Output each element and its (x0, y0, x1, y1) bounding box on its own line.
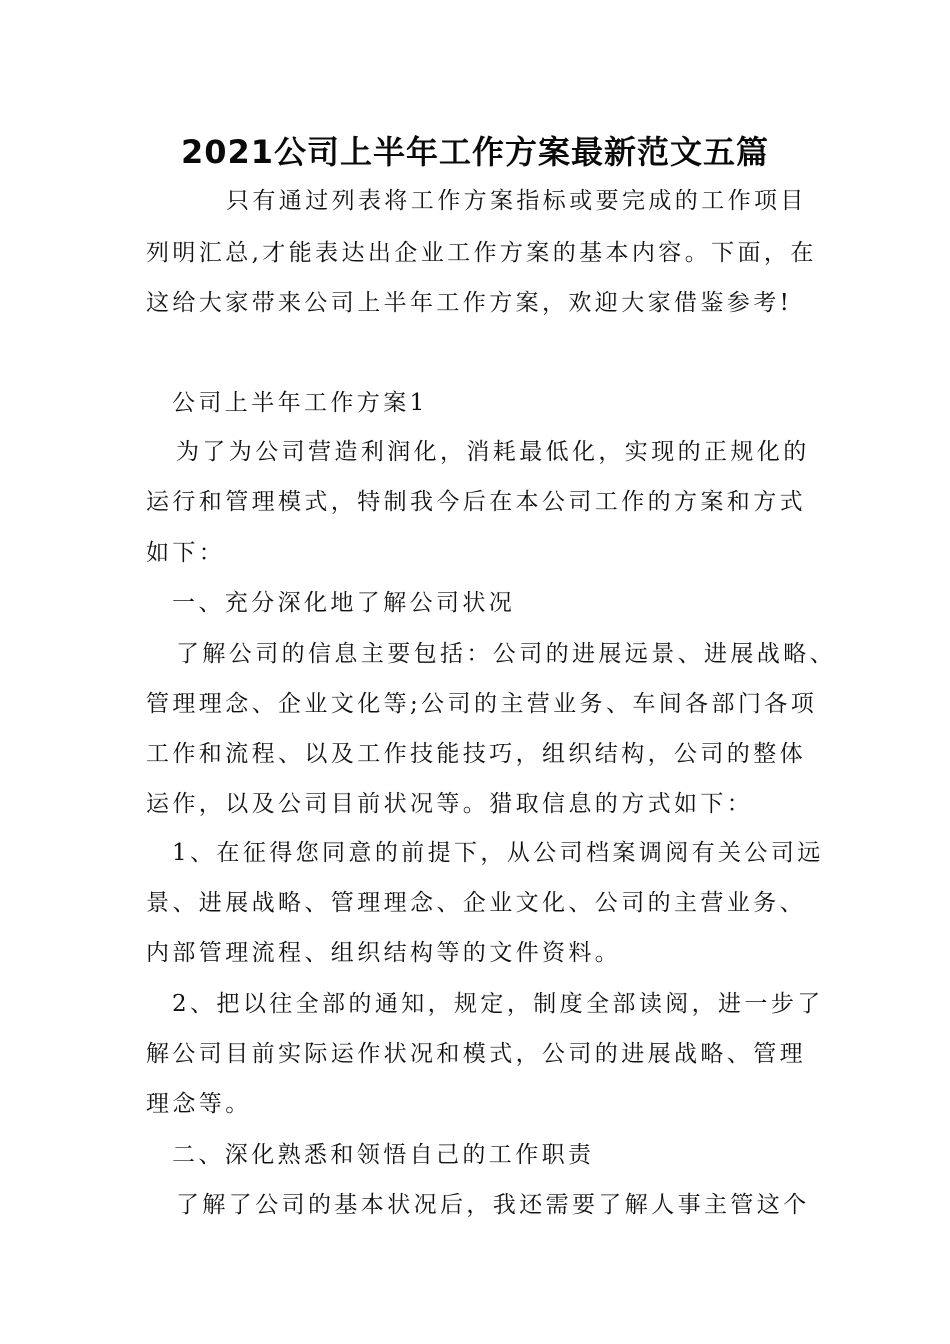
paragraph-line: 为了为公司营造利润化，消耗最低化，实现的正规化的 (176, 439, 810, 465)
list-item-line: 解公司目前实际运作状况和模式，公司的进展战略、管理 (146, 1041, 806, 1067)
paragraph-line: 运作，以及公司目前状况等。猎取信息的方式如下： (146, 791, 754, 817)
list-item-line: 理念等。 (146, 1091, 252, 1117)
intro-line-2: 列明汇总,才能表达出企业工作方案的基本内容。下面，在 (146, 240, 817, 266)
paragraph-line: 了解公司的信息主要包括：公司的进展远景、进展战略、 (176, 641, 836, 667)
intro-line-3: 这给大家带来公司上半年工作方案，欢迎大家借鉴参考! (146, 290, 793, 316)
intro-line-1: 只有通过列表将工作方案指标或要完成的工作项目 (226, 188, 807, 214)
list-item-line: 内部管理流程、组织结构等的文件资料。 (146, 940, 622, 966)
paragraph-line: 运行和管理模式，特制我今后在本公司工作的方案和方式 (146, 489, 806, 515)
subsection-heading: 一、充分深化地了解公司状况 (172, 590, 516, 616)
list-item-line: 2、把以往全部的通知，规定，制度全部读阅，进一步了 (172, 991, 824, 1017)
document-title: 2021公司上半年工作方案最新范文五篇 (180, 133, 770, 171)
section-heading: 公司上半年工作方案1 (172, 390, 428, 416)
paragraph-line: 如下： (146, 540, 226, 566)
subsection-heading: 二、深化熟悉和领悟自己的工作职责 (172, 1142, 595, 1168)
paragraph-line: 工作和流程、以及工作技能技巧，组织结构，公司的整体 (146, 741, 806, 767)
paragraph-line: 管理理念、企业文化等;公司的主营业务、车间各部门各项 (146, 691, 818, 717)
paragraph-line: 了解了公司的基本状况后，我还需要了解人事主管这个 (176, 1192, 810, 1218)
list-item-line: 景、进展战略、管理理念、企业文化、公司的主营业务、 (146, 890, 806, 916)
list-item-line: 1、在征得您同意的前提下，从公司档案调阅有关公司远 (172, 840, 824, 866)
